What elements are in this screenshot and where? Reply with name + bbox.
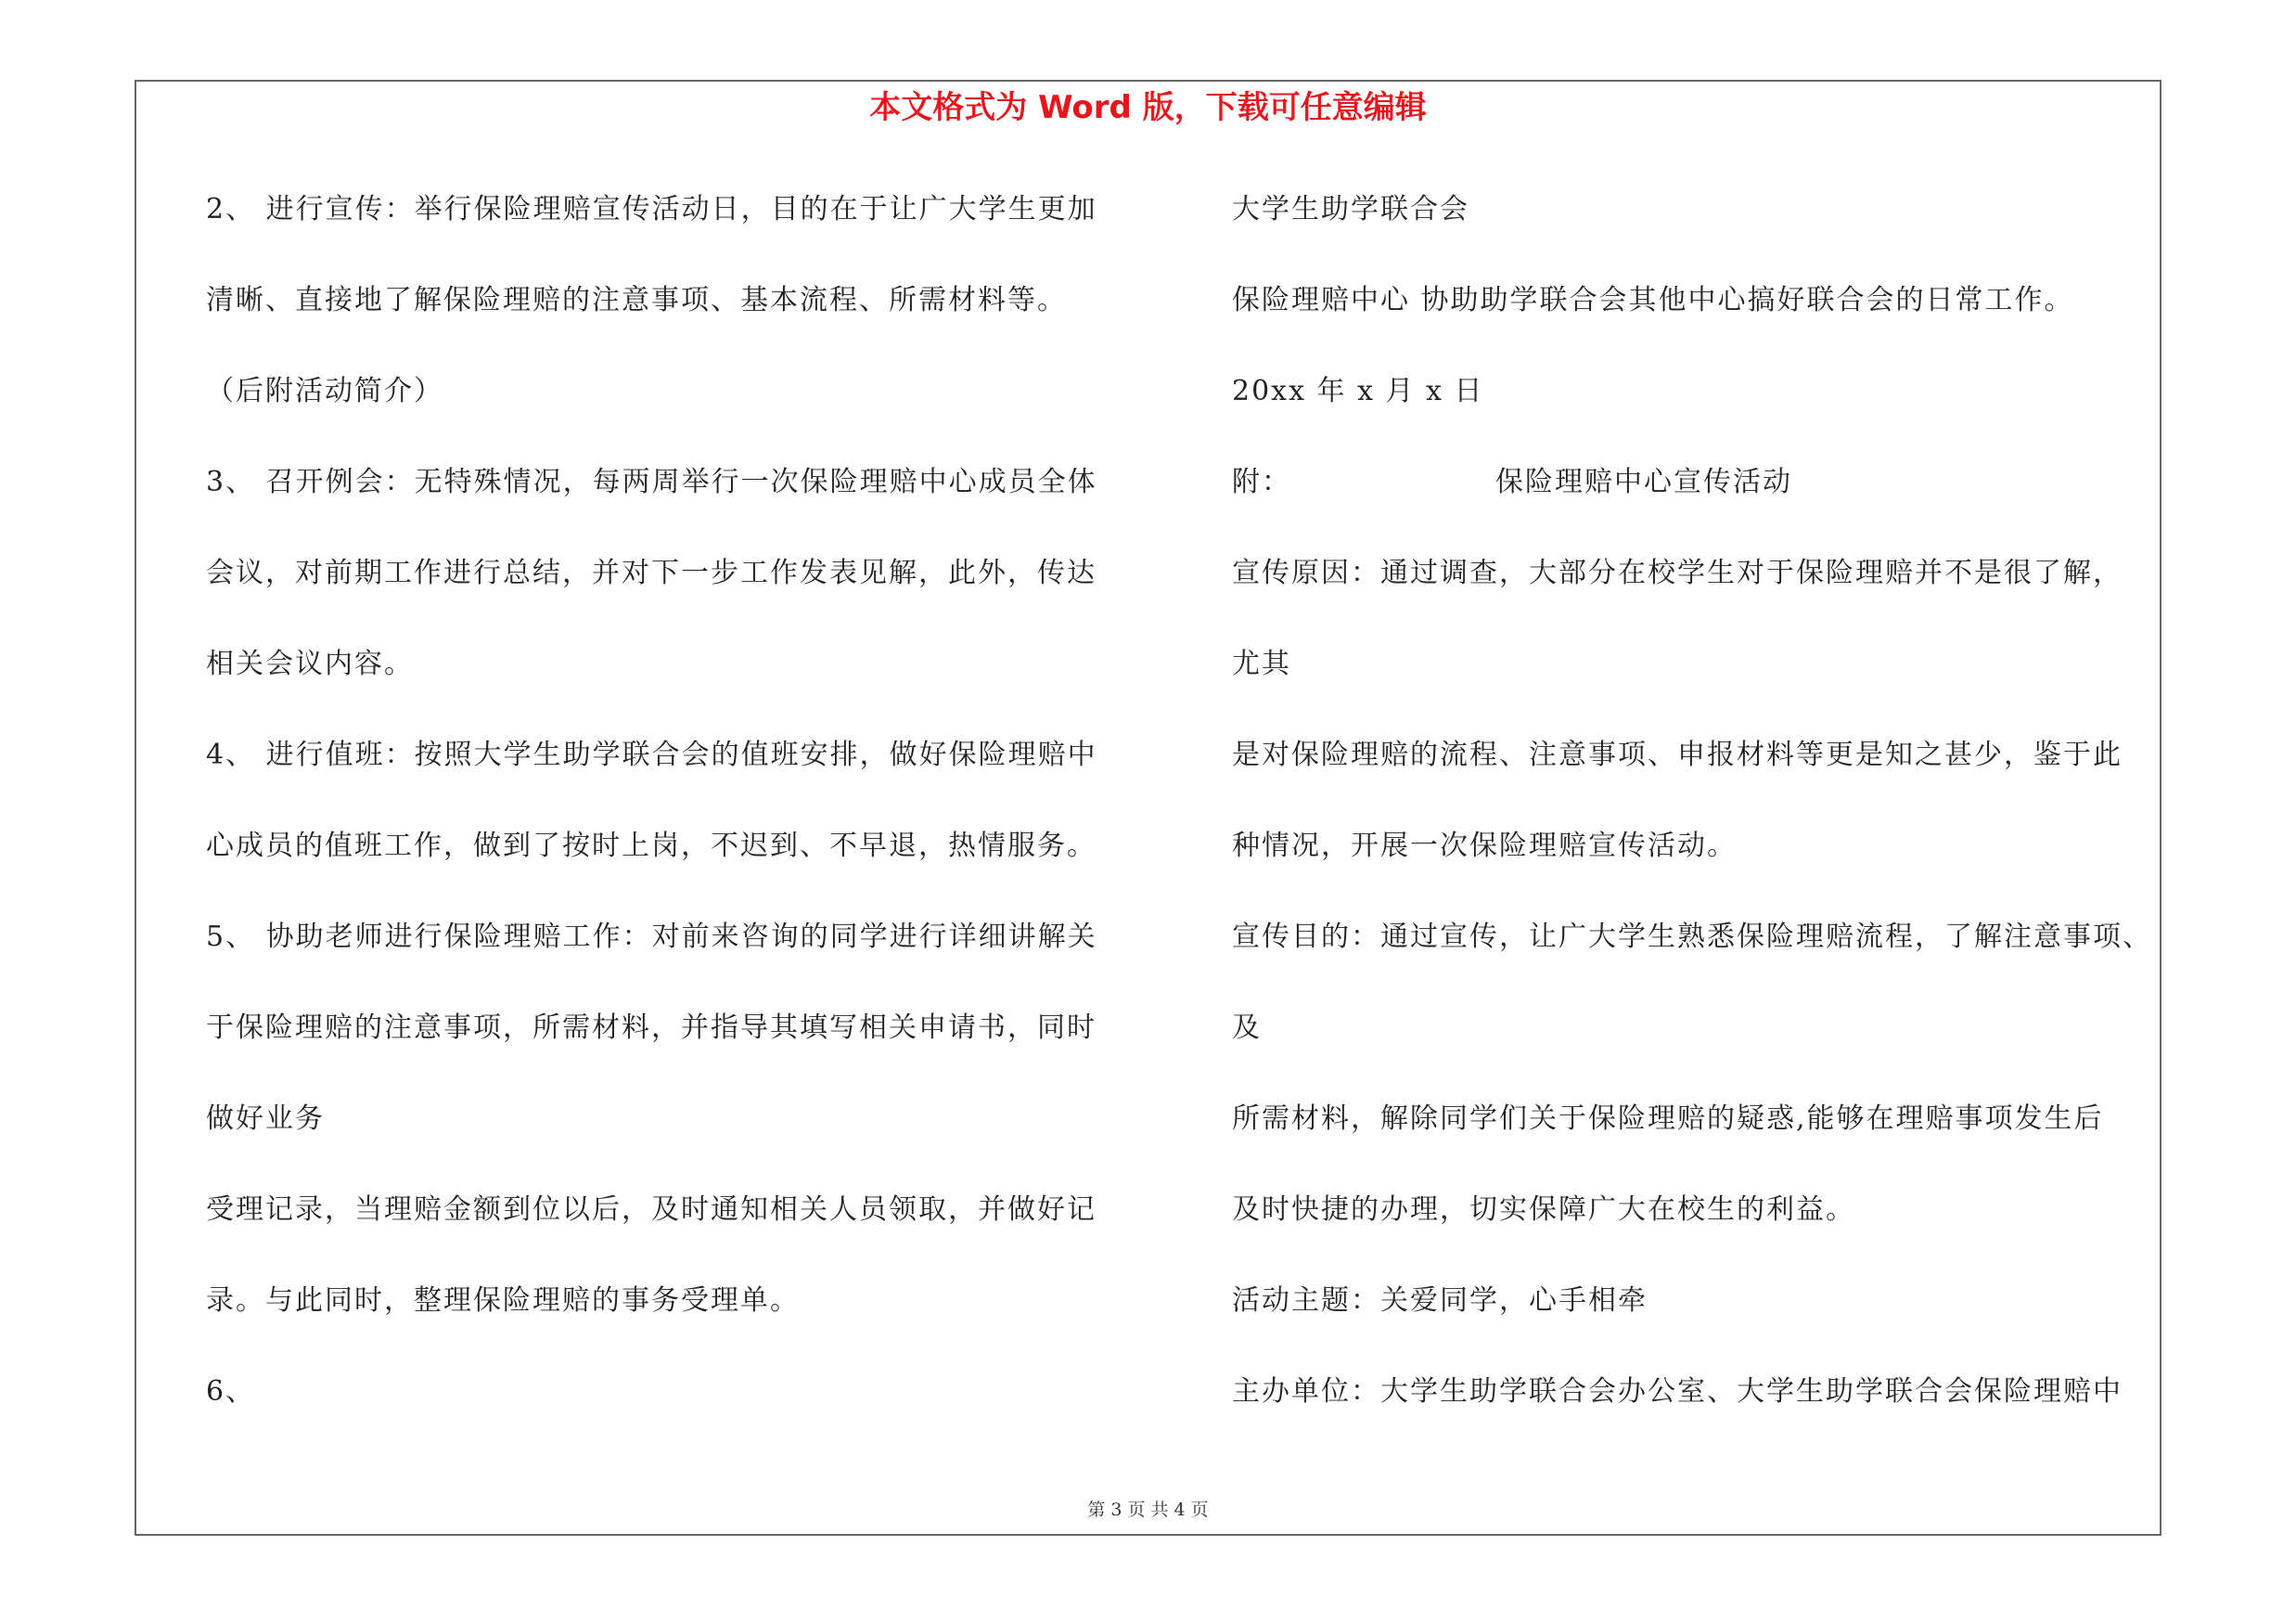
text-line: 所需材料，解除同学们关于保险理赔的疑惑,能够在理赔事项发生后 xyxy=(1232,1102,2104,1135)
text-line: 相关会议内容。 xyxy=(206,648,414,680)
attachment-label: 附： xyxy=(1232,466,1291,498)
text-line: 心成员的值班工作，做到了按时上岗，不迟到、不早退，热情服务。 xyxy=(206,830,1097,862)
page-number-footer: 第 3 页 共 4 页 xyxy=(1087,1500,1209,1520)
text-line: 录。与此同时，整理保险理赔的事务受理单。 xyxy=(206,1284,800,1317)
text-line: 于保险理赔的注意事项，所需材料，并指导其填写相关申请书，同时 xyxy=(206,1011,1097,1044)
text-line: 及时快捷的办理，切实保障广大在校生的利益。 xyxy=(1232,1193,1855,1226)
text-line: 清晰、直接地了解保险理赔的注意事项、基本流程、所需材料等。 xyxy=(206,284,1067,316)
text-line: （后附活动简介） xyxy=(206,375,443,407)
text-line: 活动主题：关爱同学，心手相牵 xyxy=(1232,1284,1648,1317)
attachment-title: 保险理赔中心宣传活动 xyxy=(1495,466,1792,498)
text-line: 及 xyxy=(1232,1011,1262,1044)
text-line: 宣传目的：通过宣传，让广大学生熟悉保险理赔流程，了解注意事项、 xyxy=(1232,921,2152,953)
text-line: 2、 进行宣传：举行保险理赔宣传活动日，目的在于让广大学生更加 xyxy=(206,193,1097,225)
text-line: 宣传原因：通过调查，大部分在校学生对于保险理赔并不是很了解， xyxy=(1232,557,2123,589)
text-line: 受理记录，当理赔金额到位以后，及时通知相关人员领取，并做好记 xyxy=(206,1193,1097,1226)
text-line: 5、 协助老师进行保险理赔工作：对前来咨询的同学进行详细讲解关 xyxy=(206,921,1097,953)
text-line: 大学生助学联合会 xyxy=(1232,193,1469,225)
text-line: 6、 xyxy=(206,1375,256,1408)
text-line: 尤其 xyxy=(1232,648,1291,680)
text-line: 保险理赔中心 协助助学联合会其他中心搞好联合会的日常工作。 xyxy=(1232,284,2074,316)
attachment-heading xyxy=(1232,454,2187,545)
text-line: 做好业务 xyxy=(206,1102,325,1135)
text-line: 会议，对前期工作进行总结，并对下一步工作发表见解，此外，传达 xyxy=(206,557,1097,589)
text-line: 主办单位：大学生助学联合会办公室、大学生助学联合会保险理赔中 xyxy=(1232,1375,2123,1408)
format-banner: 本文格式为 Word 版，下载可任意编辑 xyxy=(869,89,1427,126)
text-line: 3、 召开例会：无特殊情况，每两周举行一次保险理赔中心成员全体 xyxy=(206,466,1097,498)
text-line: 4、 进行值班：按照大学生助学联合会的值班安排，做好保险理赔中 xyxy=(206,739,1097,771)
date-line: 20xx 年 x 月 x 日 xyxy=(1232,375,1484,407)
left-text-column xyxy=(206,181,1161,1454)
right-text-column xyxy=(1232,181,2187,1454)
text-line: 是对保险理赔的流程、注意事项、申报材料等更是知之甚少，鉴于此 xyxy=(1232,739,2123,771)
text-line: 种情况，开展一次保险理赔宣传活动。 xyxy=(1232,830,1737,862)
